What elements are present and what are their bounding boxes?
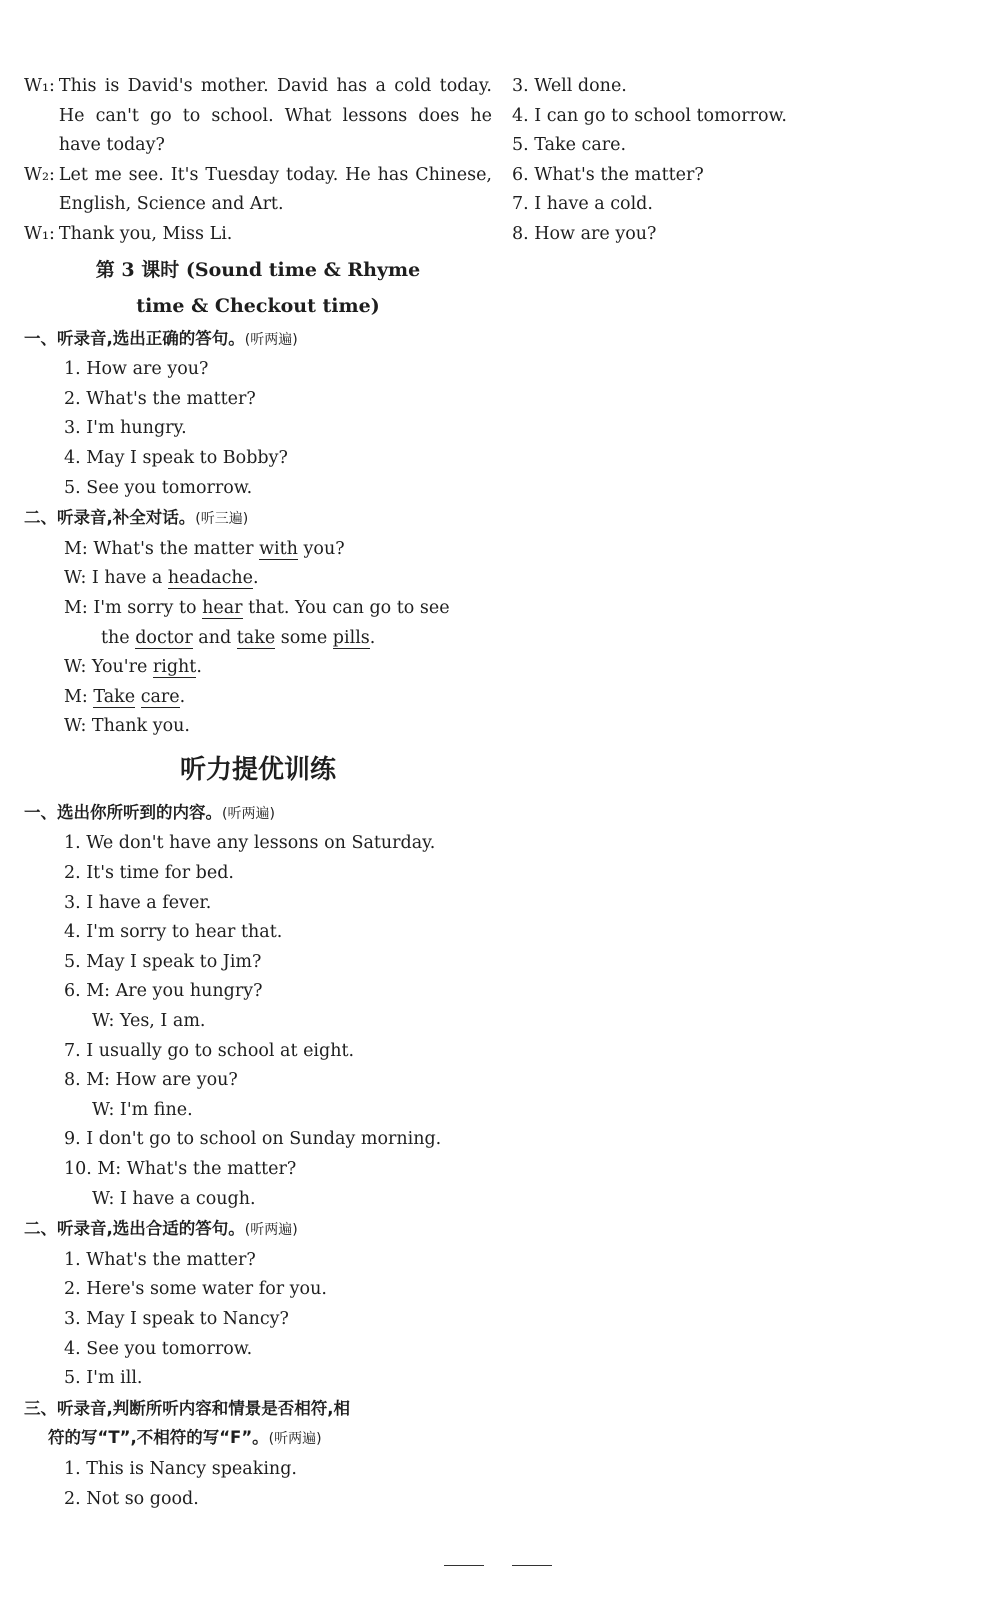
- fill-in-line: [24, 653, 492, 683]
- list-item: 10. M: What's the matter?: [64, 1159, 297, 1179]
- lesson-title-cont: time & Checkout time): [136, 294, 380, 317]
- list-item: 8. M: How are you?: [64, 1070, 238, 1091]
- list-item: 1. What's the matter?: [64, 1249, 256, 1270]
- right-column: [512, 72, 982, 250]
- filled-blank: with: [259, 538, 298, 559]
- list-item: 3. I have a fever.: [64, 892, 212, 913]
- list-item: 1. We don't have any lessons on Saturday.: [64, 833, 436, 854]
- list-item: W: I have a cough.: [92, 1188, 256, 1209]
- list-item: 3. May I speak to Nancy?: [64, 1308, 289, 1329]
- section-heading: [24, 324, 492, 356]
- section-heading: [24, 798, 492, 830]
- list-item: W: Thank you.: [64, 716, 190, 737]
- list-item: 5. May I speak to Jim?: [64, 951, 262, 972]
- section-heading-note: (听两遍): [244, 331, 298, 348]
- lesson-title: 第 3 课时 (Sound time & Rhyme: [95, 258, 421, 281]
- section-heading-text: 一、选出你所听到的内容。: [24, 802, 222, 822]
- line-text: some: [275, 627, 333, 648]
- section-heading: [24, 1394, 492, 1424]
- list-item: 7. I have a cold.: [512, 194, 653, 215]
- list-item: 2. Here's some water for you.: [64, 1279, 327, 1300]
- list-item: 6. M: Are you hungry?: [64, 981, 263, 1002]
- list-item: 2. Not so good.: [64, 1488, 199, 1509]
- filled-blank: hear: [202, 597, 243, 618]
- fill-in-line: [24, 594, 492, 624]
- line-text: .: [196, 657, 202, 678]
- dialog-line: [24, 161, 492, 220]
- list-item: 5. I'm ill.: [64, 1368, 143, 1389]
- section-heading: [24, 1423, 492, 1455]
- line-text: W: I have a: [64, 568, 168, 589]
- list-item: 4. I'm sorry to hear that.: [64, 922, 283, 943]
- list-item: 4. May I speak to Bobby?: [64, 447, 288, 468]
- footer-dash-right: [512, 1565, 552, 1566]
- dialog-text: This is David's mother. David has a cold today. He can't go to school. What lessons does he have today?: [58, 76, 492, 156]
- list-item: 5. See you tomorrow.: [64, 477, 253, 498]
- line-text: M: I'm sorry to: [64, 597, 203, 618]
- speaker-label: W₁:: [24, 223, 55, 244]
- list-item: 4. I can go to school tomorrow.: [512, 105, 787, 126]
- line-text: M: What's the matter: [64, 538, 260, 559]
- list-item: 1. How are you?: [64, 359, 209, 380]
- list-item: W: I'm fine.: [92, 1099, 193, 1120]
- dialog-line: [24, 72, 492, 161]
- list-item: 2. What's the matter?: [64, 388, 256, 409]
- list-item: 3. Well done.: [512, 76, 627, 96]
- section-heading-note: (听两遍): [268, 1431, 322, 1448]
- filled-blank: pills: [332, 627, 370, 648]
- section-heading: [24, 1214, 492, 1246]
- dialog-text: Let me see. It's Tuesday today. He has Chinese, English, Science and Art.: [58, 164, 492, 215]
- speaker-label: W₁:: [24, 76, 55, 96]
- list-item: 6. What's the matter?: [512, 164, 704, 185]
- fill-in-line: [24, 564, 492, 594]
- line-text: .: [369, 627, 376, 648]
- list-item: 2. It's time for bed.: [64, 863, 234, 884]
- list-item: 9. I don't go to school on Sunday morning.: [64, 1129, 442, 1150]
- section-title: 听力提优训练: [179, 754, 336, 785]
- list-item: 1. This is Nancy speaking.: [64, 1458, 297, 1479]
- line-text: W: You're: [64, 657, 153, 678]
- line-text: the: [101, 627, 136, 648]
- dialog-text: Thank you, Miss Li.: [58, 223, 233, 244]
- section-heading-note: (听两遍): [244, 1222, 298, 1239]
- fill-in-line: [24, 624, 492, 654]
- section-heading: [24, 503, 492, 535]
- list-item: 8. How are you?: [512, 223, 657, 244]
- list-item: 4. See you tomorrow.: [64, 1338, 253, 1359]
- dialog-line: [24, 220, 492, 250]
- line-text: that. You can go to see: [242, 597, 450, 618]
- section-heading-text: 三、听录音,判断所听内容和情景是否相符,相: [24, 1398, 351, 1418]
- filled-blank: take: [236, 627, 276, 648]
- list-item: 5. Take care.: [512, 135, 627, 156]
- line-text: and: [192, 627, 237, 648]
- filled-blank: right: [152, 657, 197, 678]
- line-text: M:: [64, 686, 94, 707]
- line-text: .: [253, 568, 259, 589]
- filled-blank: doctor: [135, 627, 193, 648]
- line-text: [135, 687, 141, 707]
- left-column: [24, 72, 492, 1514]
- footer-dash-left: [444, 1565, 484, 1566]
- list-item: W: Yes, I am.: [92, 1011, 206, 1032]
- section-heading-text: 二、听录音,补全对话。: [24, 508, 196, 528]
- filled-blank: Take: [93, 686, 136, 707]
- page-footer: [0, 1552, 996, 1576]
- filled-blank: care: [140, 686, 180, 707]
- fill-in-line: [24, 683, 492, 713]
- list-item: 3. I'm hungry.: [64, 418, 187, 439]
- section-heading-note: (听三遍): [195, 511, 249, 528]
- section-heading-note: (听两遍): [222, 805, 275, 822]
- speaker-label: W₂:: [24, 164, 55, 185]
- list-item: 7. I usually go to school at eight.: [64, 1040, 355, 1061]
- line-text: .: [179, 686, 186, 707]
- line-text: you?: [297, 538, 345, 559]
- section-heading-text: 一、听录音,选出正确的答句。: [24, 328, 245, 348]
- section-heading-text: 符的写“T”,不相符的写“F”。: [48, 1428, 269, 1448]
- filled-blank: headache: [167, 568, 254, 589]
- fill-in-line: [24, 535, 492, 565]
- section-heading-text: 二、听录音,选出合适的答句。: [24, 1219, 245, 1239]
